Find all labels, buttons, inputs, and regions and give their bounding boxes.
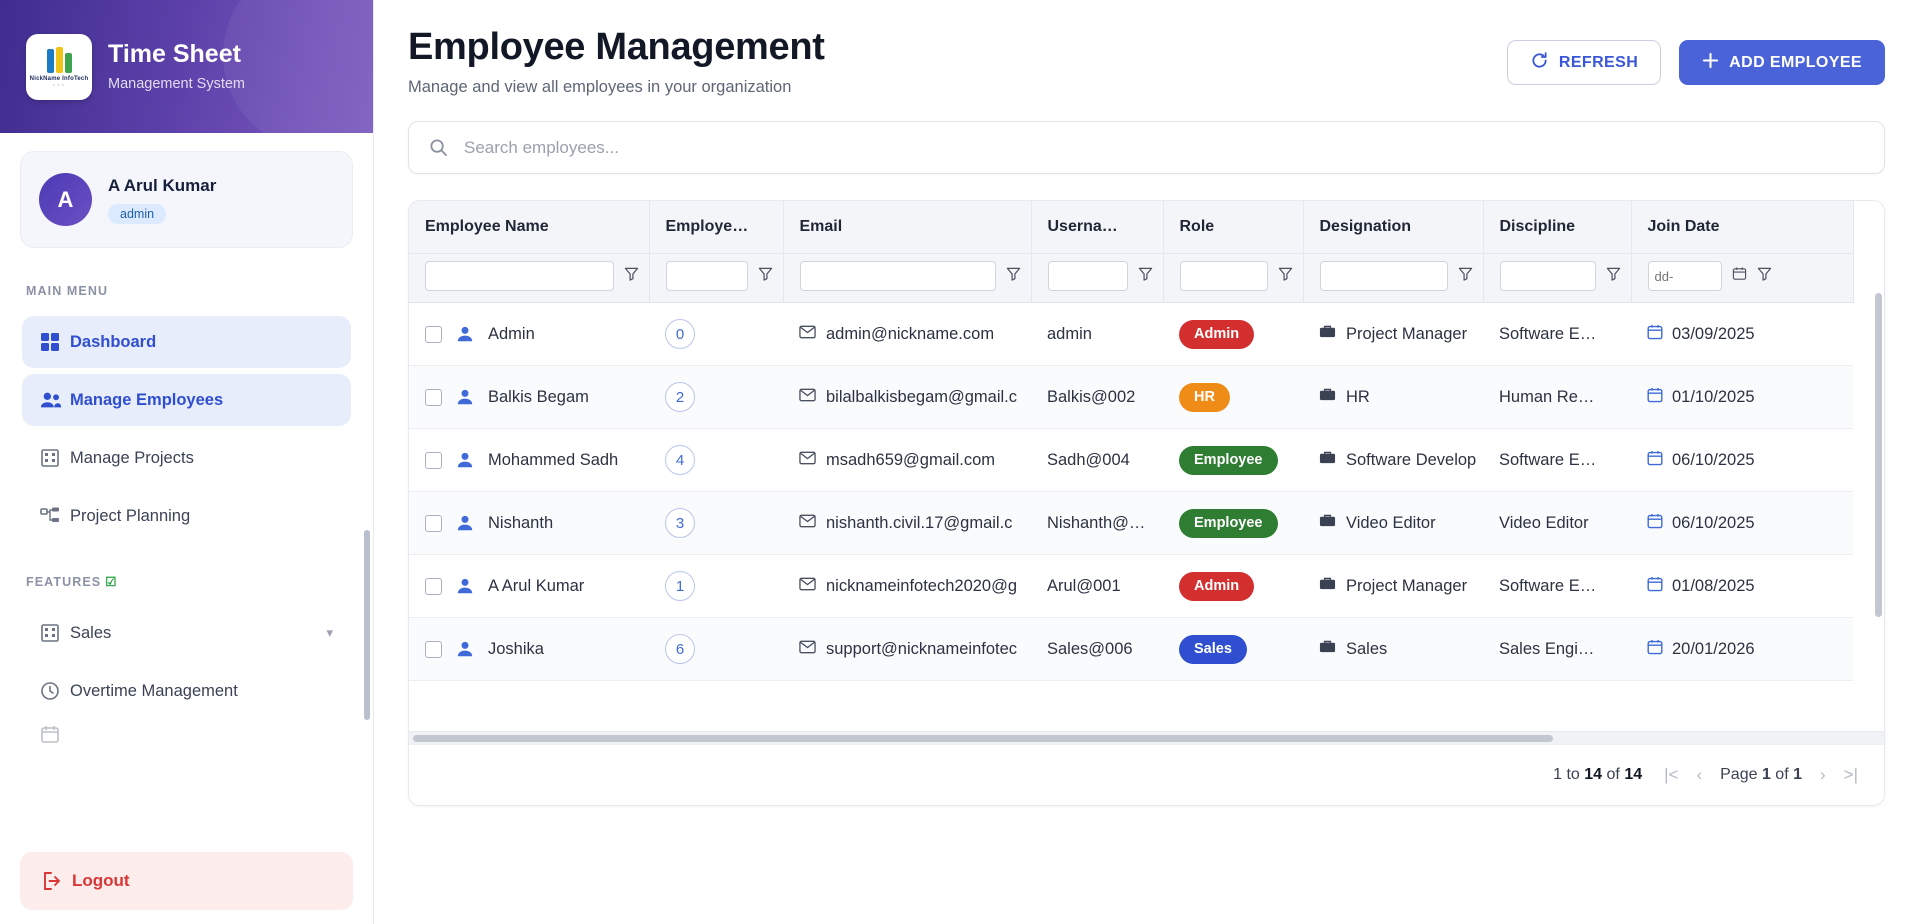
person-icon	[456, 640, 474, 658]
refresh-icon	[1530, 51, 1549, 75]
column-header-designation[interactable]: Designation	[1303, 201, 1483, 254]
calendar-picker-icon[interactable]	[1732, 266, 1747, 286]
filter-icon[interactable]	[758, 266, 773, 286]
cell-employee-id: 1	[665, 571, 695, 601]
cell-username: Nishanth@…	[1047, 513, 1146, 532]
role-badge: Employee	[1179, 509, 1278, 538]
chevron-down-icon[interactable]: ▾	[326, 625, 333, 640]
calendar-icon	[40, 724, 70, 744]
app-logo-icon	[26, 34, 92, 100]
sidebar-item-label: Sales	[70, 623, 112, 642]
cell-discipline: Software E…	[1499, 324, 1597, 343]
role-badge: Employee	[1179, 446, 1278, 475]
dashboard-icon	[40, 332, 70, 352]
table-row[interactable]	[409, 429, 1853, 492]
cell-employee-id: 2	[665, 382, 695, 412]
calendar-icon	[1647, 387, 1663, 408]
pagination-controls	[1664, 765, 1858, 785]
last-page-button[interactable]: >|	[1843, 765, 1858, 784]
role-badge: Admin	[1179, 572, 1254, 601]
role-badge: Sales	[1179, 635, 1247, 664]
sidebar-item-label: Overtime Management	[70, 681, 238, 700]
cell-discipline: Human Re…	[1499, 387, 1595, 406]
briefcase-icon	[1319, 324, 1336, 344]
employee-table-card	[408, 200, 1885, 806]
filter-icon[interactable]	[1757, 266, 1772, 286]
cell-discipline: Software E…	[1499, 450, 1597, 469]
filter-icon[interactable]	[1278, 266, 1293, 286]
main-menu-label: MAIN MENU	[26, 284, 109, 298]
calendar-icon	[1647, 576, 1663, 597]
calendar-icon	[1647, 639, 1663, 660]
cell-email: bilalbalkisbegam@gmail.c	[826, 387, 1017, 406]
table-row[interactable]	[409, 366, 1853, 429]
filter-input-username[interactable]	[1048, 261, 1128, 291]
briefcase-icon	[1319, 450, 1336, 470]
employee-grid	[409, 201, 1884, 731]
cell-email: msadh659@gmail.com	[826, 450, 995, 469]
sidebar	[0, 0, 374, 924]
email-icon	[799, 451, 816, 470]
calendar-icon	[1647, 450, 1663, 471]
sidebar-item-project-planning[interactable]	[22, 490, 351, 542]
column-header-username[interactable]: Userna…	[1031, 201, 1163, 254]
sidebar-item-manage-employees[interactable]	[22, 374, 351, 426]
brand-subtitle: Management System	[108, 75, 246, 92]
briefcase-icon	[1319, 513, 1336, 533]
filter-icon[interactable]	[1138, 266, 1153, 286]
next-page-button[interactable]: ›	[1819, 765, 1826, 784]
person-icon	[456, 325, 474, 343]
people-icon	[40, 390, 70, 410]
person-icon	[456, 388, 474, 406]
cell-join-date: 06/10/2025	[1672, 450, 1755, 469]
filter-icon[interactable]	[1606, 266, 1621, 286]
employee-table	[409, 201, 1854, 681]
column-header-email[interactable]: Email	[783, 201, 1031, 254]
row-checkbox[interactable]	[425, 452, 442, 469]
logout-icon	[42, 871, 72, 891]
table-row[interactable]	[409, 618, 1853, 681]
cell-username: Balkis@002	[1047, 387, 1136, 406]
cell-designation: Project Manager	[1346, 576, 1468, 595]
profile-role-badge: admin	[108, 204, 166, 224]
sidebar-menu	[0, 248, 373, 852]
sidebar-item-manage-projects[interactable]	[22, 432, 351, 484]
email-icon	[799, 640, 816, 659]
cell-username: Arul@001	[1047, 576, 1121, 595]
plus-icon	[1702, 52, 1719, 74]
calendar-icon	[1647, 324, 1663, 345]
cell-discipline: Video Editor	[1499, 513, 1589, 532]
briefcase-icon	[1319, 576, 1336, 596]
sidebar-item-partial[interactable]	[22, 723, 351, 745]
page-total: 1	[1793, 766, 1802, 783]
table-row[interactable]	[409, 303, 1853, 366]
filter-icon[interactable]	[1006, 266, 1021, 286]
table-vertical-scrollbar-thumb[interactable]	[1875, 293, 1882, 617]
sidebar-item-label: Manage Employees	[70, 390, 224, 409]
profile-name: A Arul Kumar	[108, 175, 217, 195]
table-row[interactable]	[409, 555, 1853, 618]
cell-username: admin	[1047, 324, 1092, 343]
pagination-shown: 14	[1584, 766, 1603, 783]
row-checkbox[interactable]	[425, 515, 442, 532]
role-badge: HR	[1179, 383, 1230, 412]
add-employee-button[interactable]	[1679, 40, 1885, 85]
features-label-text: FEATURES	[26, 575, 102, 589]
features-label	[0, 548, 373, 601]
row-checkbox[interactable]	[425, 641, 442, 658]
table-body	[409, 303, 1853, 681]
building-icon	[40, 623, 70, 643]
user-profile-card[interactable]	[20, 151, 353, 248]
email-icon	[799, 514, 816, 533]
cell-email: admin@nickname.com	[826, 324, 995, 343]
table-pagination	[409, 744, 1884, 805]
sidebar-item-dashboard[interactable]	[22, 316, 351, 368]
table-row[interactable]	[409, 492, 1853, 555]
cell-discipline: Software E…	[1499, 576, 1597, 595]
person-icon	[456, 514, 474, 532]
search-icon	[429, 138, 448, 157]
page-current: 1	[1761, 766, 1771, 783]
cell-join-date: 06/10/2025	[1672, 513, 1755, 532]
table-header-row	[409, 201, 1853, 254]
person-icon	[456, 577, 474, 595]
cell-employee-id: 0	[665, 319, 695, 349]
sidebar-item-sales[interactable]	[22, 607, 351, 659]
search-bar[interactable]	[408, 121, 1885, 174]
building-icon	[40, 448, 70, 468]
avatar: A	[39, 173, 92, 226]
filter-input-join-date[interactable]	[1648, 261, 1722, 291]
cell-employee-id: 3	[665, 508, 695, 538]
filter-input-discipline[interactable]	[1500, 261, 1596, 291]
column-header-employee-name[interactable]: Employee Name	[409, 201, 649, 254]
add-employee-label: ADD EMPLOYEE	[1729, 53, 1862, 71]
refresh-label: REFRESH	[1558, 53, 1639, 71]
pagination-summary	[1553, 766, 1642, 784]
briefcase-icon	[1319, 639, 1336, 659]
brand-title: Time Sheet	[108, 40, 241, 69]
cell-join-date: 01/08/2025	[1672, 576, 1755, 595]
cell-employee-name: Balkis Begam	[488, 387, 589, 406]
email-icon	[799, 577, 816, 596]
search-input[interactable]	[462, 137, 1864, 159]
column-header-join-date[interactable]: Join Date	[1631, 201, 1853, 254]
sidebar-scrollbar-thumb[interactable]	[364, 530, 370, 720]
logout-button[interactable]	[20, 852, 353, 910]
email-icon	[799, 388, 816, 407]
row-checkbox[interactable]	[425, 578, 442, 595]
table-horizontal-scrollbar[interactable]	[409, 731, 1884, 744]
filter-input-employee-id[interactable]	[666, 261, 748, 291]
cell-email: support@nicknameinfotec	[826, 639, 1018, 658]
pagination-prefix: 1 to	[1553, 766, 1585, 783]
cell-designation: Software Develop	[1346, 450, 1477, 469]
cell-employee-id: 4	[665, 445, 695, 475]
refresh-button[interactable]	[1507, 40, 1661, 85]
page-indicator	[1720, 766, 1802, 784]
prev-page-button[interactable]: ‹	[1696, 765, 1703, 784]
cell-email: nishanth.civil.17@gmail.c	[826, 513, 1013, 532]
logout-label: Logout	[72, 871, 130, 890]
sidebar-item-label: Manage Projects	[70, 448, 194, 467]
email-icon	[799, 325, 816, 344]
page-header	[408, 26, 1885, 97]
table-filter-row	[409, 254, 1853, 303]
cell-designation: Sales	[1346, 639, 1388, 658]
cell-join-date: 01/10/2025	[1672, 387, 1755, 406]
first-page-button[interactable]: |<	[1664, 765, 1679, 784]
sitemap-icon	[40, 506, 70, 526]
table-horizontal-scrollbar-thumb[interactable]	[413, 735, 1553, 742]
cell-employee-id: 6	[665, 634, 695, 664]
pagination-total: 14	[1624, 766, 1643, 783]
cell-join-date: 03/09/2025	[1672, 324, 1755, 343]
cell-username: Sales@006	[1047, 639, 1133, 658]
page-label-pre: Page	[1720, 766, 1762, 783]
cell-designation: HR	[1346, 387, 1370, 406]
filter-input-role[interactable]	[1180, 261, 1268, 291]
briefcase-icon	[1319, 387, 1336, 407]
role-badge: Admin	[1179, 320, 1254, 349]
filter-icon[interactable]	[1458, 266, 1473, 286]
row-checkbox[interactable]	[425, 326, 442, 343]
logo-subtext: • • •	[53, 81, 65, 87]
page-subtitle: Manage and view all employees in your organization	[408, 78, 792, 96]
cell-username: Sadh@004	[1047, 450, 1130, 469]
filter-input-designation[interactable]	[1320, 261, 1448, 291]
logo-wordmark: NickName InfoTech	[29, 75, 89, 82]
filter-input-employee-name[interactable]	[425, 261, 614, 291]
page-title: Employee Management	[408, 26, 825, 68]
sidebar-item-label: Project Planning	[70, 506, 191, 525]
check-icon: ☑	[105, 575, 118, 589]
cell-employee-name: A Arul Kumar	[488, 576, 585, 595]
cell-email: nicknameinfotech2020@g	[826, 576, 1018, 595]
clock-icon	[40, 681, 70, 701]
cell-employee-name: Joshika	[488, 639, 544, 658]
row-checkbox[interactable]	[425, 389, 442, 406]
person-icon	[456, 451, 474, 469]
calendar-icon	[1647, 513, 1663, 534]
pagination-mid: of	[1602, 766, 1625, 783]
main-content	[374, 0, 1919, 924]
cell-employee-name: Nishanth	[488, 513, 554, 532]
brand-header	[0, 0, 373, 133]
cell-designation: Video Editor	[1346, 513, 1436, 532]
column-header-role[interactable]: Role	[1163, 201, 1303, 254]
filter-icon[interactable]	[624, 266, 639, 286]
sidebar-item-overtime-management[interactable]	[22, 665, 351, 717]
cell-employee-name: Mohammed Sadh	[488, 450, 619, 469]
cell-discipline: Sales Engi…	[1499, 639, 1595, 658]
column-header-discipline[interactable]: Discipline	[1483, 201, 1631, 254]
header-actions	[1507, 26, 1885, 85]
column-header-employee-id[interactable]: Employe…	[649, 201, 783, 254]
sidebar-item-label: Dashboard	[70, 332, 157, 351]
cell-designation: Project Manager	[1346, 324, 1468, 343]
page-label-mid: of	[1770, 766, 1794, 783]
cell-join-date: 20/01/2026	[1672, 639, 1755, 658]
filter-input-email[interactable]	[800, 261, 996, 291]
cell-employee-name: Admin	[488, 324, 535, 343]
